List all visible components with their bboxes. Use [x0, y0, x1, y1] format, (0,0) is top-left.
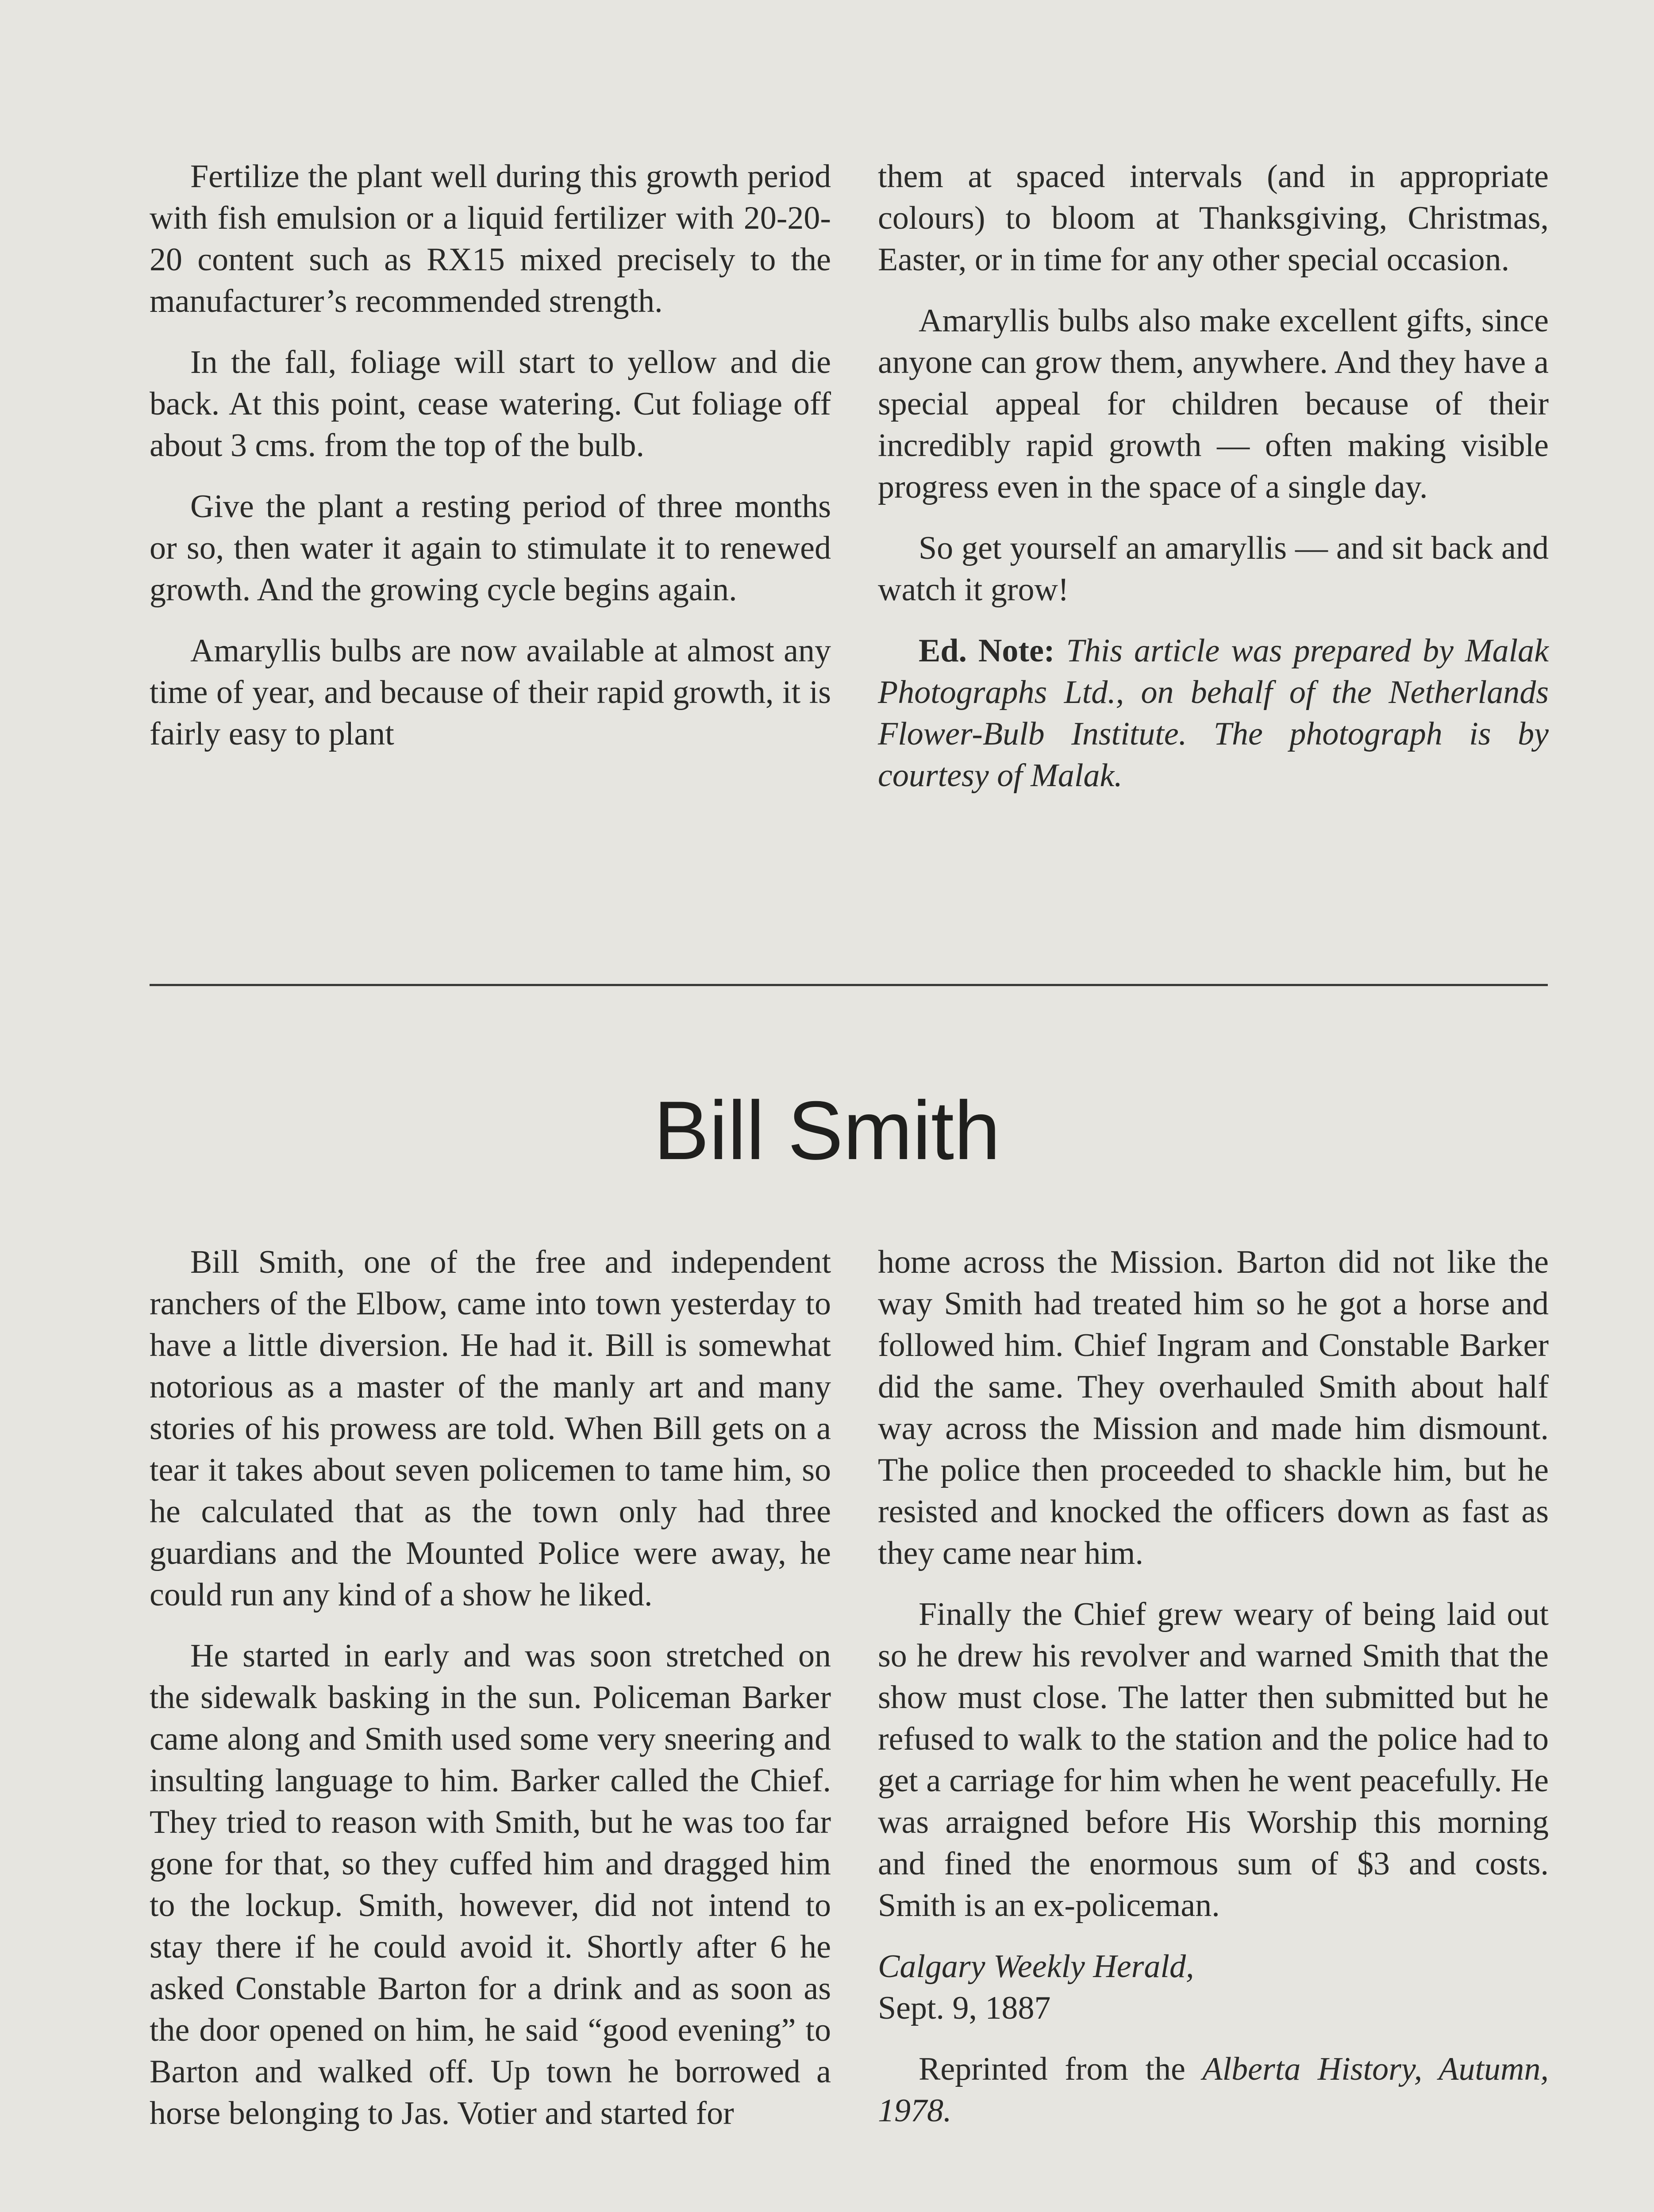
top-article-right-column — [878, 156, 1549, 796]
paragraph: Fertilize the plant well during this growth period with fish emulsion or a liquid fertilizer with 20-20-20 content such as RX15 mixed precisely to the manufacturer’s recommended strength. — [150, 158, 831, 319]
paragraph: Amaryllis bulbs also make excellent gifts, since anyone can grow them, anywhere. And they have a special appeal for children because of their incredibly rapid growth — often making visible progress even in the space of a single day. — [878, 303, 1549, 505]
source-date: Sept. 9, 1887 — [878, 1990, 1051, 2026]
paragraph: them at spaced intervals (and in appropriate colours) to bloom at Thanksgiving, Christmas, Easter, or in time for any other special occasion. — [878, 158, 1549, 278]
editor-note-label: Ed. Note: — [919, 633, 1055, 669]
paragraph: Bill Smith, one of the free and independent ranchers of the Elbow, came into town yesterday to have a little diversion. He had it. Bill is somewhat notorious as a master of the manly art and many stories of his prowess are told. When Bill gets on a tear it takes about seven policemen to tame him, so he calculated that as the town only had three guardians and the Mounted Police were away, he could run any kind of a show he liked. — [150, 1244, 831, 1613]
bottom-article-left-column — [150, 1241, 831, 2134]
paragraph: home across the Mission. Barton did not like the way Smith had treated him so he got a horse and followed him. Chief Ingram and Constable Barker did the same. They overhauled Smith about half way across the Mission and made him dismount. The police then proceeded to shackle him, but he resisted and knocked the officers down as fast as they came near him. — [878, 1244, 1549, 1571]
source-name: Calgary Weekly Herald, — [878, 1948, 1194, 1985]
paragraph: Amaryllis bulbs are now available at almost any time of year, and because of their rapid growth, it is fairly easy to plant — [150, 633, 831, 752]
paragraph: Finally the Chief grew weary of being laid out so he drew his revolver and warned Smith that the show must close. The latter then submitted but he refused to walk to the station and the police had to get a carriage for him when he went peacefully. He was arraigned before His Worship this morning and fined the enormous sum of $3 and costs. Smith is an ex-policeman. — [878, 1596, 1549, 1924]
paragraph: In the fall, foliage will start to yellow and die back. At this point, cease watering. Cut foliage off about 3 cms. from the top of the bulb. — [150, 344, 831, 464]
editor-note-text: This article was prepared by Malak Photographs Ltd., on behalf of the Netherlands Flower-Bulb Institute. The photograph is by courtesy of Malak. — [878, 633, 1549, 794]
bottom-article-right-column — [878, 1241, 1549, 2131]
paragraph: He started in early and was soon stretched on the sidewalk basking in the sun. Policeman Barker came along and Smith used some very sneering and insulting language to him. Barker called the Chief. They tried to reason with Smith, but he was too far gone for that, so they cuffed him and dragged him to the lockup. Smith, however, did not intend to stay there if he could avoid it. Shortly after 6 he asked Constable Barton for a drink and as soon as the door opened on him, he said “good evening” to Barton and walked off. Up town he borrowed a horse belonging to Jas. Votier and started for — [150, 1638, 831, 2131]
editor-note — [878, 630, 1549, 796]
reprint-prefix: Reprinted from the — [919, 2051, 1203, 2087]
top-article-left-column — [150, 156, 831, 755]
section-divider — [150, 984, 1548, 986]
reprint-credit — [878, 2048, 1549, 2131]
paragraph: Give the plant a resting period of three months or so, then water it again to stimulate it to renewed growth. And the growing cycle begins again. — [150, 488, 831, 608]
paragraph: So get yourself an amaryllis — and sit back and watch it grow! — [878, 530, 1549, 608]
reprint-source: Alberta History, Autumn, 1978. — [878, 2051, 1549, 2129]
article-title: Bill Smith — [654, 1084, 1000, 1177]
